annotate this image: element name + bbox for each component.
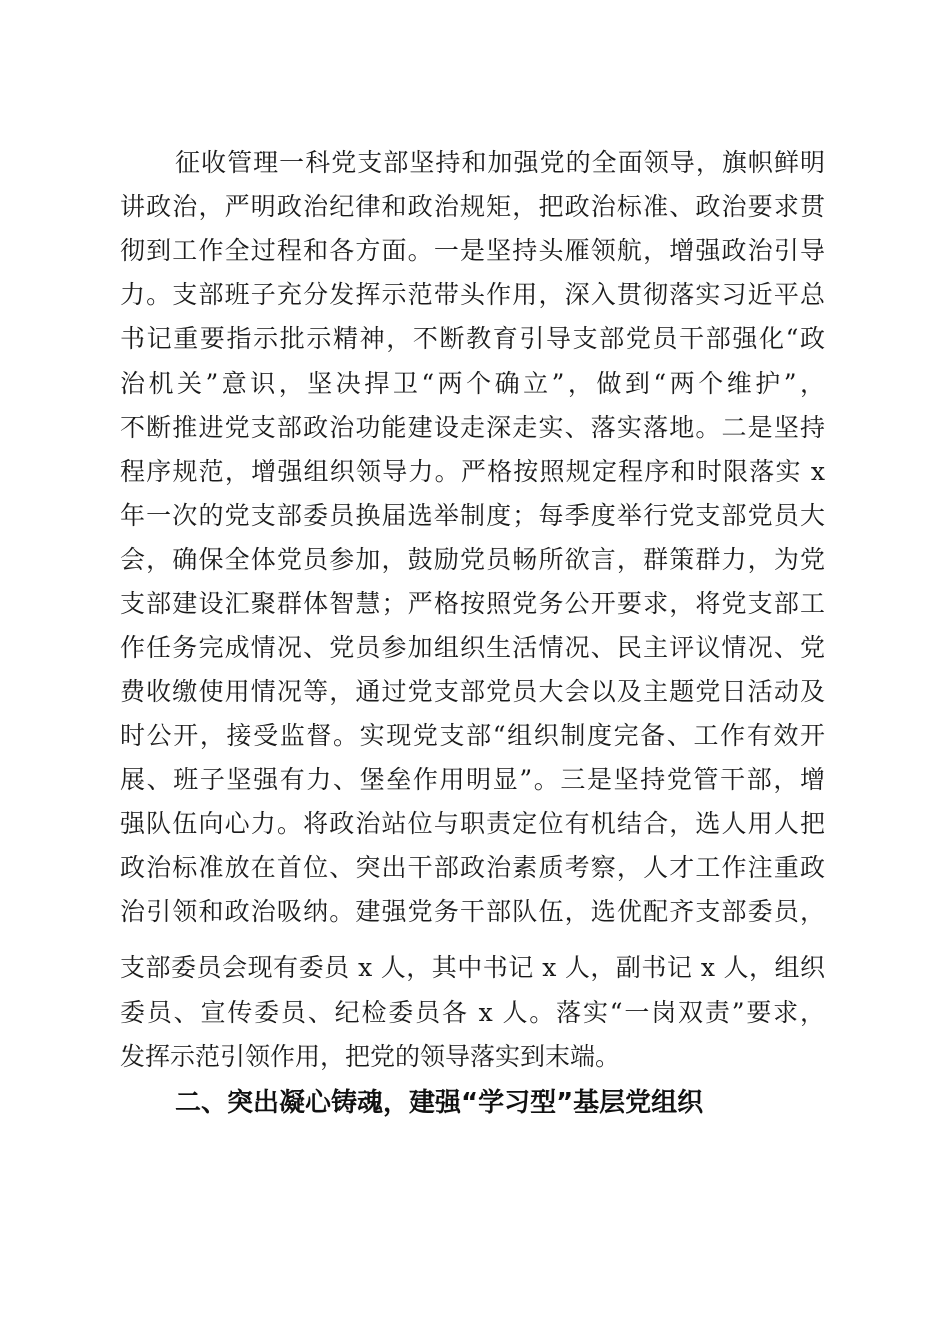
- paragraph-line: 强队伍向心力。将政治站位与职责定位有机结合，选人用人把: [120, 809, 825, 838]
- paragraph-line: 书记重要指示批示精神，不断教育引导支部党员干部强化“政: [120, 324, 825, 353]
- paragraph-line: 征收管理一科党支部坚持和加强党的全面领导，旗帜鲜明: [175, 148, 825, 177]
- paragraph-line: 彻到工作全过程和各方面。一是坚持头雁领航，增强政治引导: [120, 236, 825, 265]
- paragraph-line: 力。支部班子充分发挥示范带头作用，深入贯彻落实习近平总: [120, 280, 825, 309]
- paragraph-line: 支部建设汇聚群体智慧；严格按照党务公开要求，将党支部工: [120, 589, 825, 618]
- paragraph-line: 政治标准放在首位、突出干部政治素质考察，人才工作注重政: [120, 853, 825, 882]
- paragraph-line: 展、班子坚强有力、堡垒作用明显”。三是坚持党管干部，增: [120, 765, 825, 794]
- paragraph-line: 委员、宣传委员、纪检委员各 x 人。落实“一岗双责”要求，: [120, 998, 825, 1027]
- paragraph-line: 讲政治，严明政治纪律和政治规矩，把政治标准、政治要求贯: [120, 192, 825, 221]
- paragraph-line: 年一次的党支部委员换届选举制度；每季度举行党支部党员大: [120, 501, 825, 530]
- paragraph-line: 程序规范，增强组织领导力。严格按照规定程序和时限落实 x: [120, 457, 825, 486]
- paragraph-line: 费收缴使用情况等，通过党支部党员大会以及主题党日活动及: [120, 677, 825, 706]
- paragraph-line: 时公开，接受监督。实现党支部“组织制度完备、工作有效开: [120, 721, 825, 750]
- paragraph-line: 治机关”意识，坚决捍卫“两个确立”，做到“两个维护”，: [120, 369, 825, 398]
- paragraph-line: 发挥示范引领作用，把党的领导落实到末端。: [120, 1042, 621, 1071]
- paragraph-line: 会，确保全体党员参加，鼓励党员畅所欲言，群策群力，为党: [120, 545, 825, 574]
- paragraph-line: 不断推进党支部政治功能建设走深走实、落实落地。二是坚持: [120, 413, 825, 442]
- paragraph-line: 支部委员会现有委员 x 人，其中书记 x 人，副书记 x 人，组织: [120, 953, 825, 982]
- section-heading: 二、突出凝心铸魂，建强“学习型”基层党组织: [175, 1088, 704, 1118]
- paragraph-line: 治引领和政治吸纳。建强党务干部队伍，选优配齐支部委员，: [120, 897, 825, 926]
- paragraph-line: 作任务完成情况、党员参加组织生活情况、民主评议情况、党: [120, 633, 825, 662]
